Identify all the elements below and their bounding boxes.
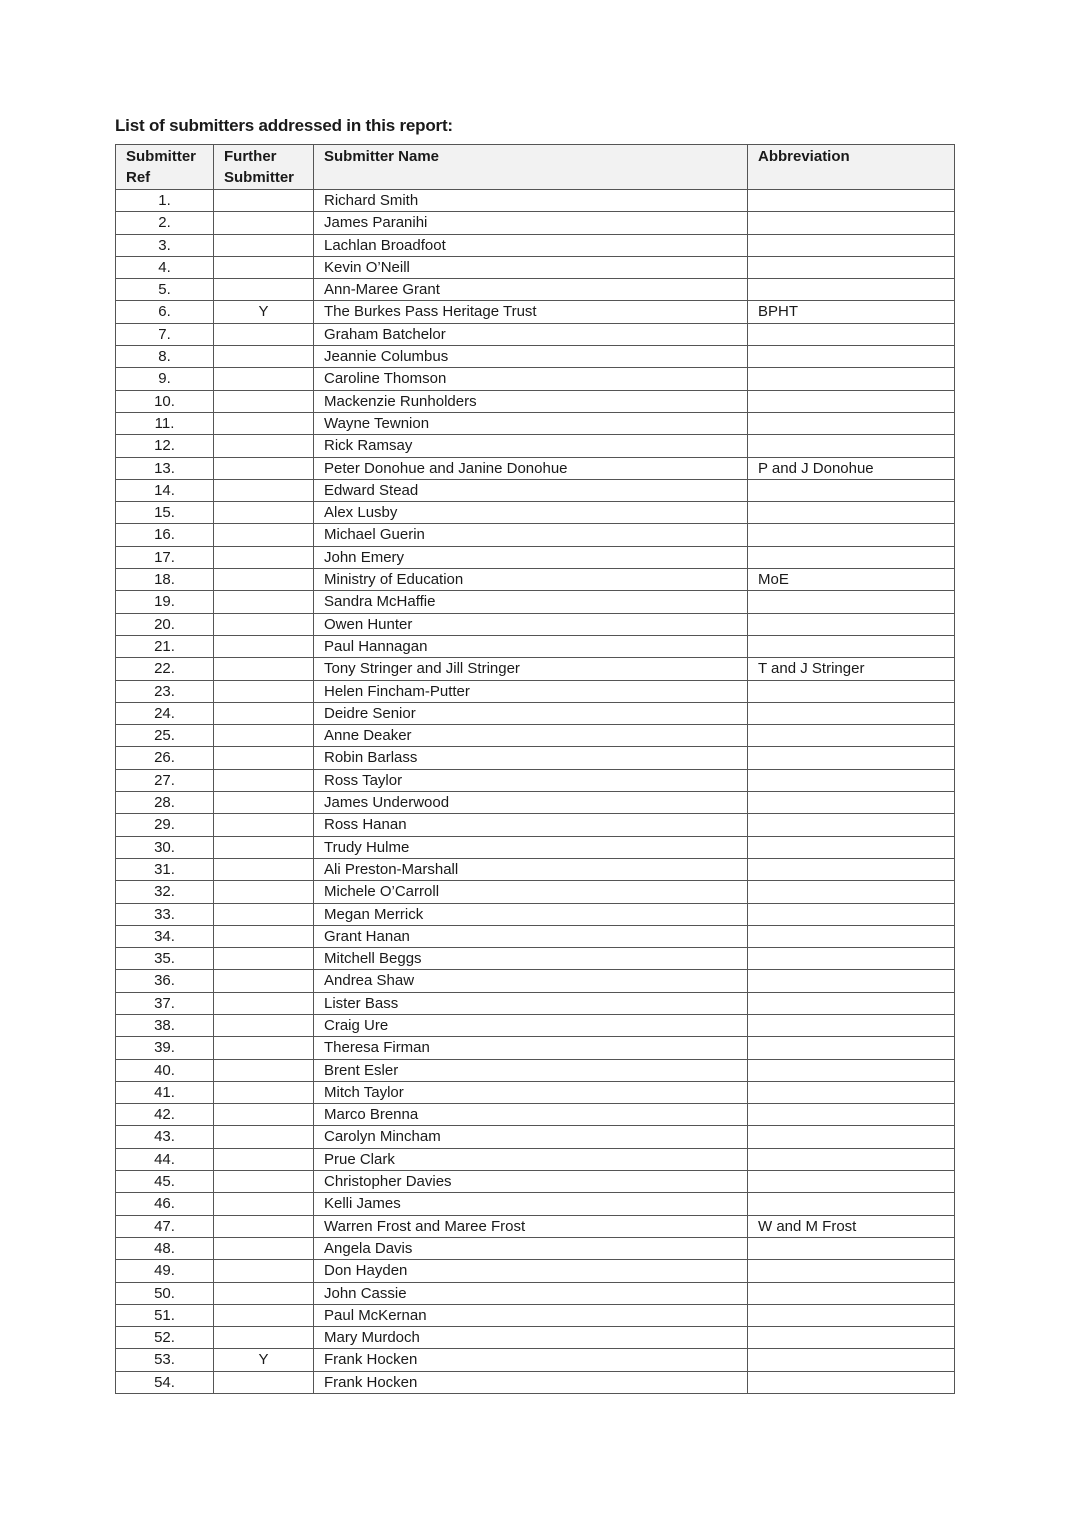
table-row [116, 1193, 955, 1215]
abbreviation-cell [748, 948, 955, 970]
further-submitter-cell [214, 881, 314, 903]
table-row [116, 502, 955, 524]
abbreviation-cell [748, 1282, 955, 1304]
table-row [116, 1371, 955, 1393]
further-submitter-cell [214, 702, 314, 724]
submitter-name-cell: Ministry of Education [314, 569, 748, 591]
column-header-further-submitter: Further Submitter [214, 145, 314, 190]
submitter-ref-cell: 26. [116, 747, 214, 769]
further-submitter-cell [214, 323, 314, 345]
submitter-ref-cell: 5. [116, 279, 214, 301]
submitter-name-cell: John Cassie [314, 1282, 748, 1304]
abbreviation-cell [748, 1349, 955, 1371]
submitter-name-cell: Ross Taylor [314, 769, 748, 791]
submitter-ref-cell: 42. [116, 1104, 214, 1126]
further-submitter-cell [214, 613, 314, 635]
submitter-ref-cell: 10. [116, 390, 214, 412]
abbreviation-cell [748, 1327, 955, 1349]
column-header-submitter-ref: Submitter Ref [116, 145, 214, 190]
table-row [116, 279, 955, 301]
submitter-name-cell: Tony Stringer and Jill Stringer [314, 658, 748, 680]
further-submitter-cell [214, 479, 314, 501]
abbreviation-cell [748, 903, 955, 925]
submitter-ref-cell: 37. [116, 992, 214, 1014]
submitter-ref-cell: 17. [116, 546, 214, 568]
further-submitter-cell [214, 747, 314, 769]
submitter-name-cell: John Emery [314, 546, 748, 568]
submitter-ref-cell: 50. [116, 1282, 214, 1304]
table-row [116, 1037, 955, 1059]
abbreviation-cell [748, 1304, 955, 1326]
table-row [116, 635, 955, 657]
submitter-name-cell: Grant Hanan [314, 925, 748, 947]
submitter-name-cell: Marco Brenna [314, 1104, 748, 1126]
further-submitter-cell [214, 725, 314, 747]
submitter-name-cell: Mackenzie Runholders [314, 390, 748, 412]
table-row [116, 1215, 955, 1237]
submitter-ref-cell: 49. [116, 1260, 214, 1282]
table-row [116, 256, 955, 278]
submitter-ref-cell: 14. [116, 479, 214, 501]
submitter-name-cell: Helen Fincham-Putter [314, 680, 748, 702]
abbreviation-cell [748, 1260, 955, 1282]
further-submitter-cell [214, 925, 314, 947]
submitter-ref-cell: 44. [116, 1148, 214, 1170]
abbreviation-cell [748, 368, 955, 390]
submitter-ref-cell: 16. [116, 524, 214, 546]
further-submitter-cell [214, 814, 314, 836]
table-row [116, 992, 955, 1014]
abbreviation-cell [748, 992, 955, 1014]
abbreviation-cell [748, 881, 955, 903]
abbreviation-cell [748, 435, 955, 457]
table-row [116, 1014, 955, 1036]
further-submitter-cell [214, 212, 314, 234]
table-row [116, 814, 955, 836]
table-row [116, 1104, 955, 1126]
column-header-submitter-name: Submitter Name [314, 145, 748, 190]
abbreviation-cell [748, 279, 955, 301]
table-row [116, 1304, 955, 1326]
submitter-ref-cell: 53. [116, 1349, 214, 1371]
table-row [116, 925, 955, 947]
submitter-name-cell: Craig Ure [314, 1014, 748, 1036]
abbreviation-cell: T and J Stringer [748, 658, 955, 680]
abbreviation-cell [748, 769, 955, 791]
abbreviation-cell [748, 836, 955, 858]
submitter-name-cell: Andrea Shaw [314, 970, 748, 992]
abbreviation-cell [748, 1014, 955, 1036]
submitter-ref-cell: 52. [116, 1327, 214, 1349]
further-submitter-cell [214, 992, 314, 1014]
submitter-name-cell: Paul McKernan [314, 1304, 748, 1326]
abbreviation-cell [748, 792, 955, 814]
table-row [116, 591, 955, 613]
abbreviation-cell [748, 591, 955, 613]
abbreviation-cell [748, 702, 955, 724]
table-row [116, 769, 955, 791]
further-submitter-cell [214, 1304, 314, 1326]
further-submitter-cell [214, 858, 314, 880]
submitter-ref-cell: 7. [116, 323, 214, 345]
further-submitter-cell [214, 190, 314, 212]
submitter-name-cell: Owen Hunter [314, 613, 748, 635]
abbreviation-cell [748, 479, 955, 501]
submitter-ref-cell: 20. [116, 613, 214, 635]
table-row [116, 524, 955, 546]
submitter-ref-cell: 21. [116, 635, 214, 657]
submitter-name-cell: James Underwood [314, 792, 748, 814]
submitter-name-cell: Jeannie Columbus [314, 346, 748, 368]
submitter-ref-cell: 51. [116, 1304, 214, 1326]
further-submitter-cell [214, 1215, 314, 1237]
table-row [116, 658, 955, 680]
submitter-name-cell: Mary Murdoch [314, 1327, 748, 1349]
abbreviation-cell [748, 970, 955, 992]
submitter-name-cell: Michele O’Carroll [314, 881, 748, 903]
submitter-name-cell: Edward Stead [314, 479, 748, 501]
submitter-name-cell: The Burkes Pass Heritage Trust [314, 301, 748, 323]
submitter-name-cell: Brent Esler [314, 1059, 748, 1081]
submitter-ref-cell: 11. [116, 412, 214, 434]
submitter-ref-cell: 54. [116, 1371, 214, 1393]
further-submitter-cell [214, 524, 314, 546]
table-row [116, 301, 955, 323]
submitter-name-cell: Kelli James [314, 1193, 748, 1215]
submitter-name-cell: Mitch Taylor [314, 1081, 748, 1103]
submitter-ref-cell: 29. [116, 814, 214, 836]
further-submitter-cell [214, 1104, 314, 1126]
table-row [116, 747, 955, 769]
submitter-ref-cell: 13. [116, 457, 214, 479]
page-title: List of submitters addressed in this report: [115, 116, 453, 135]
abbreviation-cell [748, 1104, 955, 1126]
abbreviation-cell [748, 925, 955, 947]
abbreviation-cell [748, 256, 955, 278]
submitter-name-cell: Paul Hannagan [314, 635, 748, 657]
abbreviation-cell [748, 234, 955, 256]
abbreviation-cell [748, 1237, 955, 1259]
submitter-name-cell: Richard Smith [314, 190, 748, 212]
abbreviation-cell [748, 323, 955, 345]
abbreviation-cell [748, 613, 955, 635]
submitter-ref-cell: 24. [116, 702, 214, 724]
submitter-ref-cell: 32. [116, 881, 214, 903]
submitter-ref-cell: 18. [116, 569, 214, 591]
submitter-name-cell: Frank Hocken [314, 1349, 748, 1371]
table-row [116, 323, 955, 345]
further-submitter-cell [214, 435, 314, 457]
table-row [116, 412, 955, 434]
submitter-ref-cell: 31. [116, 858, 214, 880]
submitter-ref-cell: 35. [116, 948, 214, 970]
submitter-name-cell: Megan Merrick [314, 903, 748, 925]
further-submitter-cell: Y [214, 301, 314, 323]
further-submitter-cell [214, 234, 314, 256]
further-submitter-cell [214, 1059, 314, 1081]
abbreviation-cell [748, 725, 955, 747]
submitter-ref-cell: 6. [116, 301, 214, 323]
submitter-name-cell: Robin Barlass [314, 747, 748, 769]
submitter-name-cell: Graham Batchelor [314, 323, 748, 345]
submitter-name-cell: Anne Deaker [314, 725, 748, 747]
submitter-name-cell: Ali Preston-Marshall [314, 858, 748, 880]
table-row [116, 1282, 955, 1304]
submitter-name-cell: Ross Hanan [314, 814, 748, 836]
abbreviation-cell [748, 1037, 955, 1059]
submitter-name-cell: Wayne Tewnion [314, 412, 748, 434]
submitter-name-cell: Deidre Senior [314, 702, 748, 724]
further-submitter-cell [214, 903, 314, 925]
abbreviation-cell [748, 1081, 955, 1103]
submitter-ref-cell: 8. [116, 346, 214, 368]
submitter-ref-cell: 3. [116, 234, 214, 256]
abbreviation-cell [748, 747, 955, 769]
further-submitter-cell [214, 346, 314, 368]
abbreviation-cell [748, 212, 955, 234]
table-body [116, 190, 955, 1394]
submitter-ref-cell: 28. [116, 792, 214, 814]
further-submitter-cell [214, 658, 314, 680]
submitter-name-cell: Angela Davis [314, 1237, 748, 1259]
abbreviation-cell [748, 390, 955, 412]
table-row [116, 1081, 955, 1103]
further-submitter-cell [214, 1126, 314, 1148]
submitter-name-cell: Peter Donohue and Janine Donohue [314, 457, 748, 479]
table-row [116, 1148, 955, 1170]
further-submitter-cell [214, 1193, 314, 1215]
table-row [116, 702, 955, 724]
table-row [116, 903, 955, 925]
table-row [116, 1059, 955, 1081]
table-row [116, 346, 955, 368]
further-submitter-cell [214, 1260, 314, 1282]
submitter-ref-cell: 41. [116, 1081, 214, 1103]
abbreviation-cell: P and J Donohue [748, 457, 955, 479]
submitter-ref-cell: 45. [116, 1171, 214, 1193]
table-row [116, 546, 955, 568]
submitter-name-cell: Warren Frost and Maree Frost [314, 1215, 748, 1237]
further-submitter-cell [214, 412, 314, 434]
further-submitter-cell [214, 502, 314, 524]
further-submitter-cell [214, 1148, 314, 1170]
submitters-table [115, 144, 955, 1394]
table-row [116, 680, 955, 702]
abbreviation-cell [748, 346, 955, 368]
submitter-ref-cell: 12. [116, 435, 214, 457]
abbreviation-cell [748, 1059, 955, 1081]
table-row [116, 234, 955, 256]
further-submitter-cell [214, 769, 314, 791]
abbreviation-cell [748, 680, 955, 702]
table-row [116, 881, 955, 903]
table-row [116, 190, 955, 212]
abbreviation-cell [748, 1171, 955, 1193]
submitter-name-cell: Lister Bass [314, 992, 748, 1014]
further-submitter-cell [214, 970, 314, 992]
abbreviation-cell: MoE [748, 569, 955, 591]
submitter-name-cell: Michael Guerin [314, 524, 748, 546]
further-submitter-cell [214, 792, 314, 814]
table-row [116, 368, 955, 390]
table-row [116, 1126, 955, 1148]
submitter-ref-cell: 19. [116, 591, 214, 613]
submitter-ref-cell: 2. [116, 212, 214, 234]
submitter-ref-cell: 9. [116, 368, 214, 390]
submitter-ref-cell: 39. [116, 1037, 214, 1059]
further-submitter-cell [214, 1237, 314, 1259]
submitter-ref-cell: 4. [116, 256, 214, 278]
column-header-abbreviation: Abbreviation [748, 145, 955, 190]
submitter-ref-cell: 15. [116, 502, 214, 524]
submitter-ref-cell: 25. [116, 725, 214, 747]
further-submitter-cell [214, 1371, 314, 1393]
abbreviation-cell [748, 858, 955, 880]
submitter-name-cell: Carolyn Mincham [314, 1126, 748, 1148]
submitter-ref-cell: 38. [116, 1014, 214, 1036]
abbreviation-cell [748, 524, 955, 546]
submitter-ref-cell: 33. [116, 903, 214, 925]
submitter-name-cell: Frank Hocken [314, 1371, 748, 1393]
submitter-name-cell: Rick Ramsay [314, 435, 748, 457]
submitter-name-cell: Don Hayden [314, 1260, 748, 1282]
submitter-name-cell: Prue Clark [314, 1148, 748, 1170]
further-submitter-cell [214, 635, 314, 657]
submitter-name-cell: Lachlan Broadfoot [314, 234, 748, 256]
further-submitter-cell [214, 457, 314, 479]
abbreviation-cell [748, 412, 955, 434]
further-submitter-cell [214, 680, 314, 702]
submitter-name-cell: Alex Lusby [314, 502, 748, 524]
further-submitter-cell [214, 1171, 314, 1193]
abbreviation-cell [748, 1148, 955, 1170]
submitter-name-cell: Mitchell Beggs [314, 948, 748, 970]
table-row [116, 212, 955, 234]
further-submitter-cell [214, 256, 314, 278]
table-row [116, 948, 955, 970]
table-row [116, 1171, 955, 1193]
header-row [116, 145, 955, 190]
table-header [116, 145, 955, 190]
further-submitter-cell [214, 569, 314, 591]
submitter-name-cell: Kevin O’Neill [314, 256, 748, 278]
further-submitter-cell [214, 1081, 314, 1103]
abbreviation-cell [748, 1193, 955, 1215]
table-row [116, 479, 955, 501]
submitter-name-cell: Christopher Davies [314, 1171, 748, 1193]
further-submitter-cell [214, 390, 314, 412]
submitter-ref-cell: 22. [116, 658, 214, 680]
submitter-name-cell: Sandra McHaffie [314, 591, 748, 613]
abbreviation-cell [748, 190, 955, 212]
submitter-ref-cell: 40. [116, 1059, 214, 1081]
submitter-ref-cell: 46. [116, 1193, 214, 1215]
submitter-name-cell: Ann-Maree Grant [314, 279, 748, 301]
further-submitter-cell [214, 1282, 314, 1304]
submitter-ref-cell: 36. [116, 970, 214, 992]
table-row [116, 725, 955, 747]
submitter-ref-cell: 47. [116, 1215, 214, 1237]
submitter-name-cell: Theresa Firman [314, 1037, 748, 1059]
submitter-ref-cell: 1. [116, 190, 214, 212]
submitter-name-cell: James Paranihi [314, 212, 748, 234]
further-submitter-cell [214, 546, 314, 568]
table-row [116, 1260, 955, 1282]
submitter-ref-cell: 27. [116, 769, 214, 791]
submitter-ref-cell: 48. [116, 1237, 214, 1259]
abbreviation-cell: BPHT [748, 301, 955, 323]
further-submitter-cell [214, 1327, 314, 1349]
table-row [116, 1237, 955, 1259]
table-row [116, 457, 955, 479]
further-submitter-cell [214, 279, 314, 301]
table-row [116, 836, 955, 858]
abbreviation-cell [748, 1371, 955, 1393]
table-row [116, 792, 955, 814]
further-submitter-cell [214, 1014, 314, 1036]
table-row [116, 1327, 955, 1349]
further-submitter-cell [214, 948, 314, 970]
submitter-ref-cell: 30. [116, 836, 214, 858]
abbreviation-cell [748, 635, 955, 657]
submitter-ref-cell: 23. [116, 680, 214, 702]
further-submitter-cell [214, 591, 314, 613]
submitter-name-cell: Trudy Hulme [314, 836, 748, 858]
further-submitter-cell: Y [214, 1349, 314, 1371]
submitter-ref-cell: 34. [116, 925, 214, 947]
submitter-name-cell: Caroline Thomson [314, 368, 748, 390]
table-row [116, 569, 955, 591]
table-row [116, 970, 955, 992]
abbreviation-cell [748, 546, 955, 568]
table-row [116, 435, 955, 457]
submitter-ref-cell: 43. [116, 1126, 214, 1148]
abbreviation-cell [748, 502, 955, 524]
further-submitter-cell [214, 368, 314, 390]
table-row [116, 1349, 955, 1371]
table-row [116, 390, 955, 412]
table-row [116, 858, 955, 880]
further-submitter-cell [214, 1037, 314, 1059]
further-submitter-cell [214, 836, 314, 858]
abbreviation-cell [748, 1126, 955, 1148]
abbreviation-cell: W and M Frost [748, 1215, 955, 1237]
table-row [116, 613, 955, 635]
abbreviation-cell [748, 814, 955, 836]
